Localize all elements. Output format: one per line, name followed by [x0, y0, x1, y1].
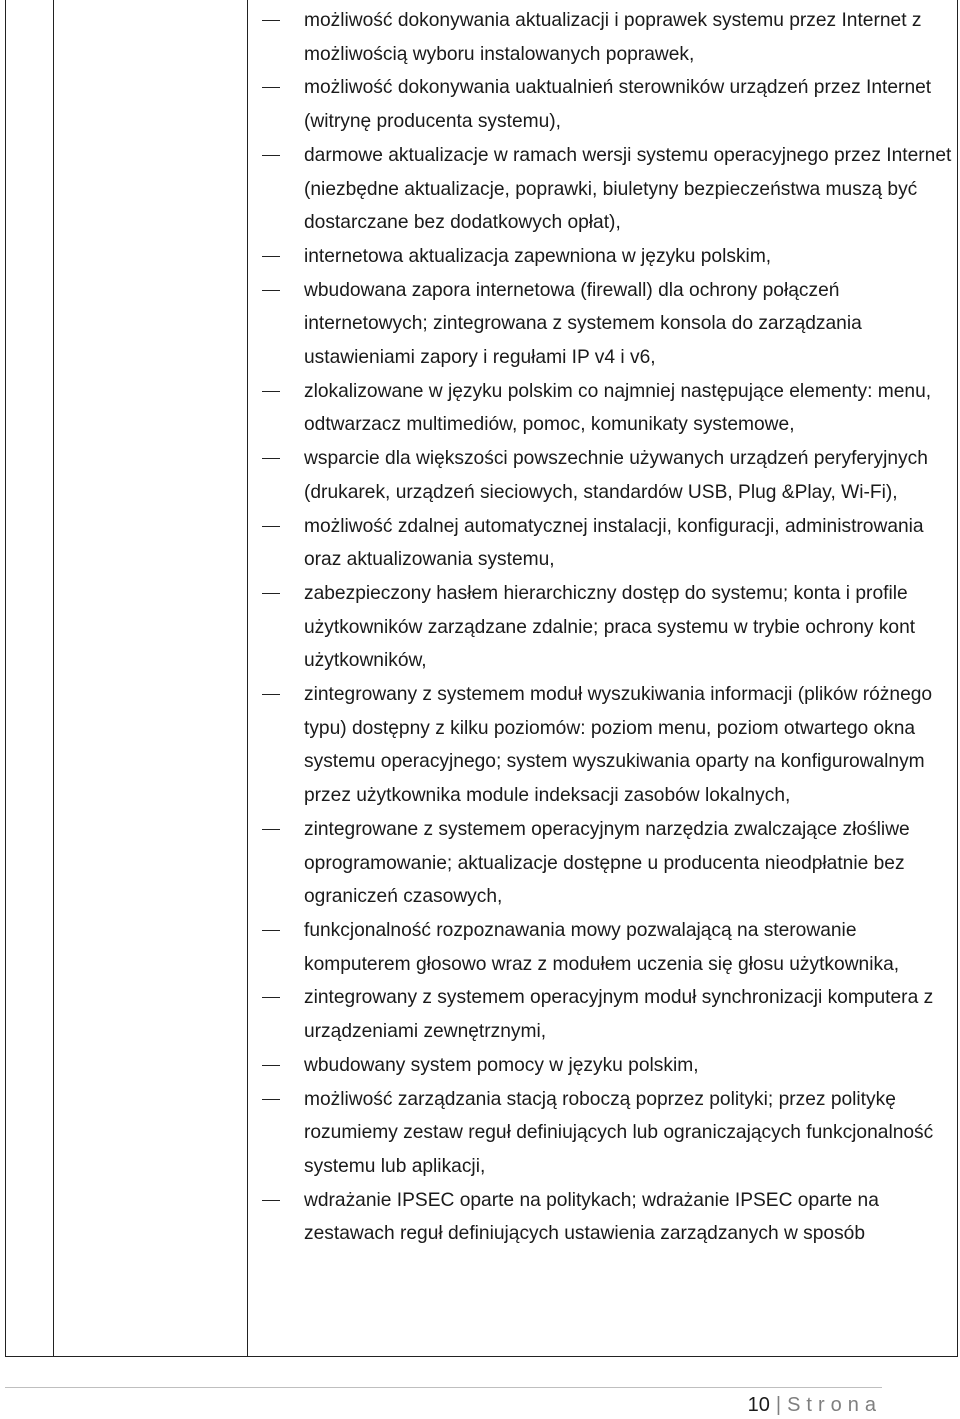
list-item: zabezpieczony hasłem hierarchiczny dostęp do systemu; konta i profile użytkowników zarządzane zdalnie; praca systemu w trybie ochrony kont użytkowników,	[262, 577, 952, 678]
dash-bullet-icon	[262, 526, 280, 527]
list-item: zintegrowane z systemem operacyjnym narzędzia zwalczające złośliwe oprogramowanie; aktualizacje dostępne u producenta nieodpłatnie bez ograniczeń czasowych,	[262, 813, 952, 914]
dash-bullet-icon	[262, 256, 280, 257]
dash-bullet-icon	[262, 1200, 280, 1201]
dash-bullet-icon	[262, 155, 280, 156]
dash-bullet-icon	[262, 1099, 280, 1100]
requirements-list	[262, 4, 952, 1251]
list-item: wsparcie dla większości powszechnie używanych urządzeń peryferyjnych (drukarek, urządzeń sieciowych, standardów USB, Plug &Play, Wi-Fi),	[262, 442, 952, 509]
list-item: wbudowany system pomocy w języku polskim,	[262, 1049, 952, 1083]
page-footer	[748, 1391, 882, 1419]
dash-bullet-icon	[262, 694, 280, 695]
list-item: możliwość dokonywania aktualizacji i poprawek systemu przez Internet z możliwością wyboru instalowanych poprawek,	[262, 4, 952, 71]
page-number: 10	[747, 1394, 770, 1416]
dash-bullet-icon	[262, 87, 280, 88]
list-item: zintegrowany z systemem moduł wyszukiwania informacji (plików różnego typu) dostępny z kilku poziomów: poziom menu, poziom otwartego okna systemu operacyjnego; system wyszukiwania oparty na konfigurowalnym przez użytkownika module indeksacji zasobów lokalnych,	[262, 678, 952, 813]
dash-bullet-icon	[262, 593, 280, 594]
dash-bullet-icon	[262, 391, 280, 392]
footer-divider	[5, 1387, 882, 1388]
list-item: możliwość dokonywania uaktualnień sterowników urządzeń przez Internet (witrynę producenta systemu),	[262, 71, 952, 138]
list-item: możliwość zdalnej automatycznej instalacji, konfiguracji, administrowania oraz aktualizowania systemu,	[262, 510, 952, 577]
list-item: darmowe aktualizacje w ramach wersji systemu operacyjnego przez Internet (niezbędne aktualizacje, poprawki, biuletyny bezpieczeństwa muszą być dostarczane bez dodatkowych opłat),	[262, 139, 952, 240]
list-item: internetowa aktualizacja zapewniona w języku polskim,	[262, 240, 952, 274]
list-item: funkcjonalność rozpoznawania mowy pozwalającą na sterowanie komputerem głosowo wraz z modułem uczenia się głosu użytkownika,	[262, 914, 952, 981]
list-item: wdrażanie IPSEC oparte na politykach; wdrażanie IPSEC oparte na zestawach reguł definiujących ustawienia zarządzanych w sposób	[262, 1184, 952, 1251]
dash-bullet-icon	[262, 1065, 280, 1066]
list-item: wbudowana zapora internetowa (firewall) dla ochrony połączeń internetowych; zintegrowana z systemem konsola do zarządzania ustawieniami zapory i regułami IP v4 i v6,	[262, 274, 952, 375]
dash-bullet-icon	[262, 20, 280, 21]
footer-separator: |	[775, 1394, 782, 1416]
list-item: zlokalizowane w języku polskim co najmniej następujące elementy: menu, odtwarzacz multimediów, pomoc, komunikaty systemowe,	[262, 375, 952, 442]
list-item: zintegrowany z systemem operacyjnym moduł synchronizacji komputera z urządzeniami zewnętrznymi,	[262, 981, 952, 1048]
dash-bullet-icon	[262, 290, 280, 291]
column-divider	[247, 0, 248, 1357]
dash-bullet-icon	[262, 930, 280, 931]
footer-page-word: Strona	[787, 1394, 882, 1416]
list-item: możliwość zarządzania stacją roboczą poprzez polityki; przez politykę rozumiemy zestaw reguł definiujących lub ograniczających funkcjonalność systemu lub aplikacji,	[262, 1083, 952, 1184]
dash-bullet-icon	[262, 997, 280, 998]
dash-bullet-icon	[262, 458, 280, 459]
dash-bullet-icon	[262, 829, 280, 830]
column-divider	[53, 0, 54, 1357]
